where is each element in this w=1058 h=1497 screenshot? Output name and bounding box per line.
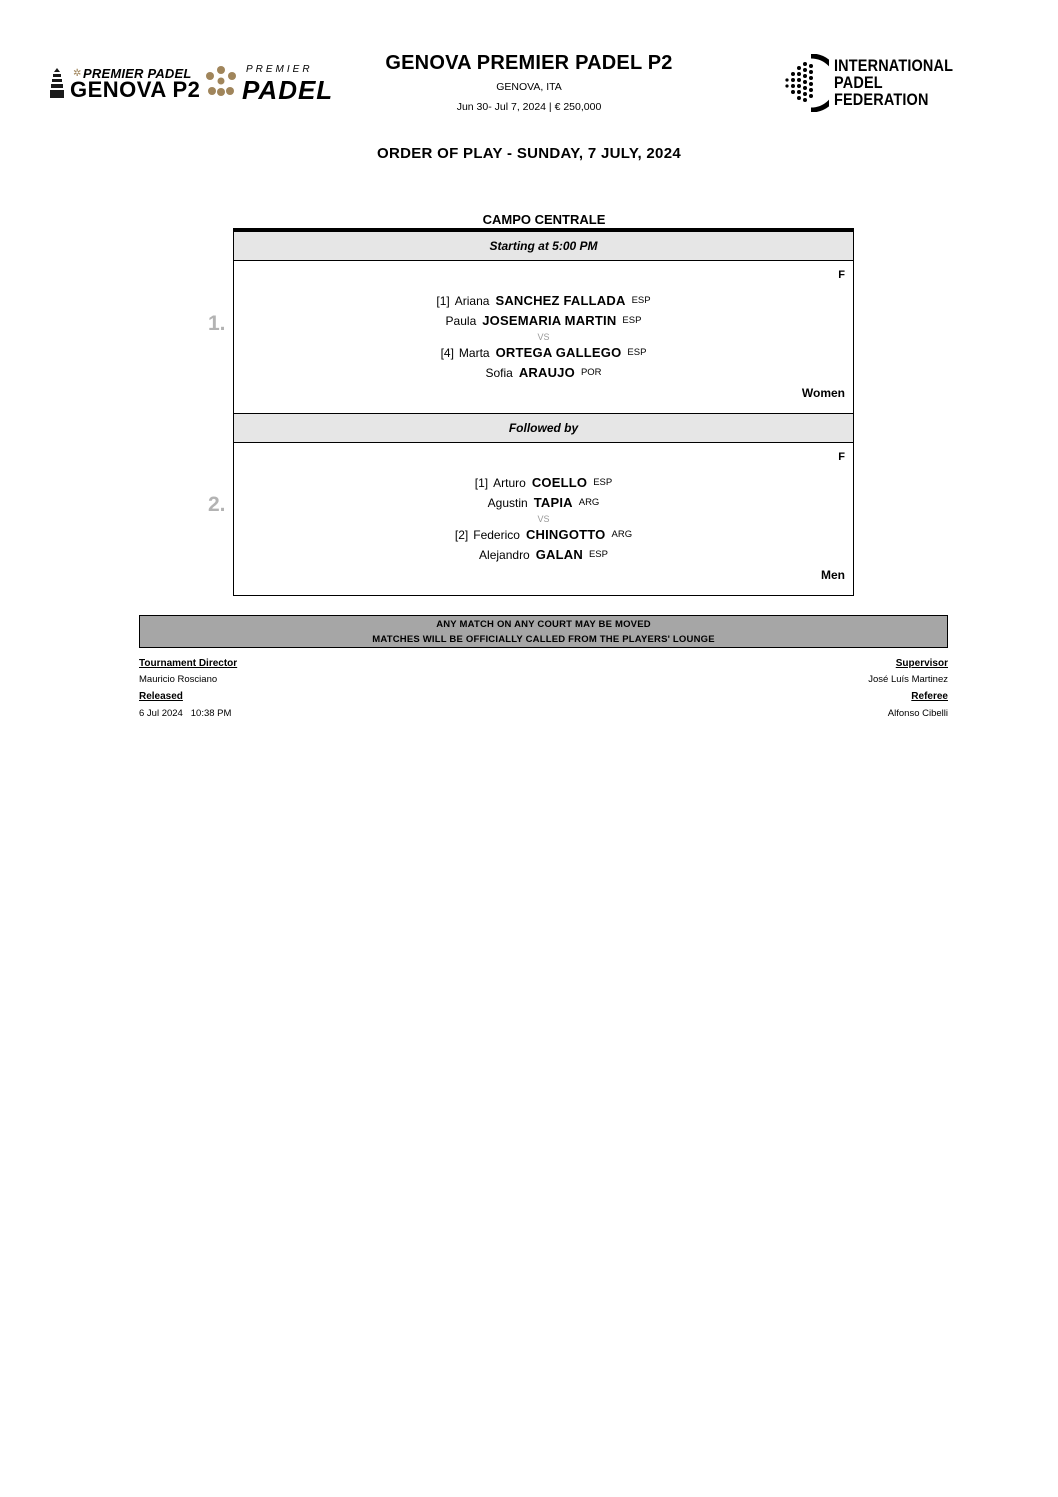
court-name: CAMPO CENTRALE	[482, 212, 606, 227]
player-last-name: ARAUJO	[518, 365, 575, 380]
notice-line-2: MATCHES WILL BE OFFICIALLY CALLED FROM THE PLAYERS' LOUNGE	[372, 634, 715, 645]
followed-by-bar: Followed by	[234, 413, 853, 443]
order-of-play-title: ORDER OF PLAY - SUNDAY, 7 JULY, 2024	[377, 145, 681, 162]
supervisor-name: José Luís Martinez	[868, 674, 948, 685]
versus-label: VS	[537, 332, 550, 342]
player-line	[234, 313, 853, 333]
player-first-name: Ariana	[454, 294, 490, 308]
player-nationality: ARG	[578, 497, 600, 508]
logo-padel-text: PADEL	[242, 75, 334, 105]
player-seed: [1]	[436, 294, 450, 308]
player-nationality: POR	[580, 367, 602, 378]
ipf-logo	[785, 54, 954, 112]
player-last-name: GALAN	[535, 547, 583, 562]
match-round: F	[838, 451, 845, 463]
player-nationality: ESP	[627, 347, 647, 358]
player-line	[234, 345, 853, 365]
start-time-bar: Starting at 5:00 PM	[234, 232, 853, 261]
player-nationality: ARG	[611, 529, 633, 540]
player-first-name: Federico	[473, 528, 520, 542]
logo-premier-text: PREMIER	[246, 64, 313, 75]
match-row	[234, 261, 853, 413]
premier-padel-flower-icon	[204, 64, 238, 98]
player-line	[234, 293, 853, 313]
player-nationality: ESP	[588, 549, 608, 560]
referee-name: Alfonso Cibelli	[887, 708, 948, 719]
player-last-name: ORTEGA GALLEGO	[495, 345, 622, 360]
match-category: Men	[821, 568, 845, 582]
player-first-name: Alejandro	[479, 548, 530, 562]
player-line	[234, 527, 853, 547]
ipf-line-2: PADEL	[834, 73, 883, 92]
player-last-name: SANCHEZ FALLADA	[495, 293, 626, 308]
tournament-title: GENOVA PREMIER PADEL P2	[385, 52, 673, 74]
player-last-name: CHINGOTTO	[525, 527, 606, 542]
player-nationality: ESP	[593, 477, 613, 488]
match-number: 2.	[208, 493, 226, 516]
player-last-name: COELLO	[531, 475, 588, 490]
tournament-director-label: Tournament Director	[139, 658, 238, 669]
player-first-name: Agustin	[487, 496, 528, 510]
logo-premier-padel-text: PREMIER PADEL	[83, 66, 192, 81]
tower-icon	[50, 68, 64, 98]
player-first-name: Arturo	[493, 476, 526, 490]
player-last-name: JOSEMARIA MARTIN	[482, 313, 617, 328]
match-category: Women	[801, 386, 845, 400]
tournament-dates: Jun 30- Jul 7, 2024 | € 250,000	[456, 101, 602, 113]
player-first-name: Paula	[445, 314, 477, 328]
player-seed: [1]	[474, 476, 489, 490]
logo-genova-p2-text: GENOVA P2	[70, 77, 201, 102]
ipf-name	[834, 57, 953, 108]
match-players	[234, 293, 853, 385]
released-timestamp: 6 Jul 2024 10:38 PM	[139, 708, 232, 719]
player-line	[234, 475, 853, 495]
player-nationality: ESP	[631, 295, 651, 306]
versus-label: VS	[537, 514, 550, 524]
player-line	[234, 365, 853, 385]
tournament-director-name: Mauricio Rosciano	[139, 674, 218, 685]
player-seed: [4]	[440, 346, 454, 360]
referee-label: Referee	[911, 691, 948, 702]
ipf-line-1: INTERNATIONAL	[834, 56, 954, 75]
player-first-name: Marta	[458, 346, 490, 360]
match-round: F	[838, 269, 845, 281]
tournament-header	[329, 52, 729, 113]
player-seed: [2]	[454, 528, 469, 542]
star-icon: ✲	[73, 68, 82, 79]
match-row	[234, 443, 853, 595]
player-line	[234, 495, 853, 515]
player-first-name: Sofia	[485, 366, 513, 380]
tournament-location: GENOVA, ITA	[496, 81, 562, 93]
match-players	[234, 475, 853, 567]
notice-line-1: ANY MATCH ON ANY COURT MAY BE MOVED	[436, 619, 651, 630]
notice-banner	[139, 615, 948, 648]
supervisor-label: Supervisor	[895, 658, 948, 669]
match-number: 1.	[208, 312, 226, 335]
released-label: Released	[139, 691, 183, 702]
ipf-ball-icon	[785, 54, 829, 112]
genova-premier-padel-logo	[50, 64, 355, 104]
court-schedule-table	[233, 228, 854, 596]
ipf-line-3: FEDERATION	[834, 90, 929, 109]
player-last-name: TAPIA	[533, 495, 573, 510]
player-nationality: ESP	[622, 315, 642, 326]
player-line	[234, 547, 853, 567]
